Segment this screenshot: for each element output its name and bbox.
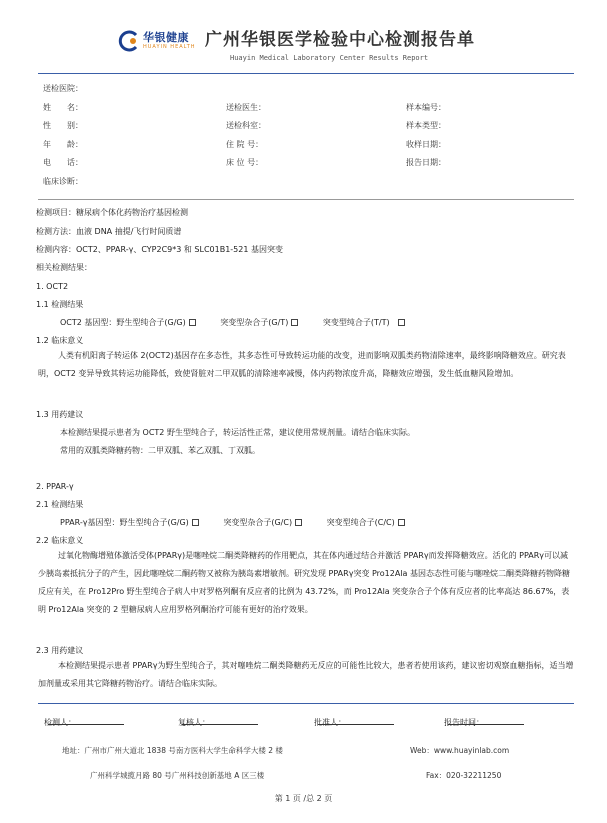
oct2-option-tt: 突变型纯合子(T/T) xyxy=(322,318,390,327)
oct2-common-drugs: 常用的双胍类降糖药物：二甲双胍、苯乙双胍、丁双胍。 xyxy=(60,446,260,455)
info-row-hospital xyxy=(43,80,573,99)
pparg-option-gc: 突变型杂合子(G/C) xyxy=(223,518,293,527)
section-oct2-title: 1. OCT2 xyxy=(36,282,69,291)
section-1-1-heading: 1.1 检测结果 xyxy=(36,300,84,309)
sample-id-label: 样本编号： xyxy=(406,102,446,112)
report-title-en: Huayin Medical Laboratory Center Results Report xyxy=(230,54,429,62)
section-1-2-heading: 1.2 临床意义 xyxy=(36,336,84,345)
doctor-label: 送检医生： xyxy=(226,102,266,112)
phone-label: 电 话： xyxy=(43,158,83,167)
report-title-cn: 广州华银医学检验中心检测报告单 xyxy=(205,30,475,50)
age-label: 年 龄： xyxy=(43,139,83,149)
pparg-clinical-text: 过氧化物酶增殖体激活受体(PPARγ)是噻唑烷二酮类降糖药的作用靶点，其在体内通过结合并激活 PPARγ而发挥降糖效应。活化的 PPARγ可以减少胰岛素抵抗分子的产生，因此噻唑烷二酮药物又被称为胰岛素增敏剂。研究发现 PPARγ突变 Pro12Ala 基因态态性可能与噻唑烷二酮类降糖药物降糖反应有关，在 Pro12Pro 野生型纯合子病人中对罗格列酮有反应者的比例为 43.72%，而 Pro12Ala 突变杂合子个体有反应者的比率高达 86.67%，表明 Pro12Ala 突变的 2 型糖尿病人应用罗格列酮治疗可能有更好的治疗效果。 xyxy=(38,551,570,614)
address-line-1: 地址：广州市广州大道北 1838 号南方医科大学生命科学大楼 2 楼 xyxy=(62,746,283,755)
gender-label: 性 别： xyxy=(43,121,83,130)
oct2-genotype-label: OCT2 基因型： xyxy=(60,318,117,327)
checkbox-icon xyxy=(189,319,196,326)
admission-no-label: 住 院 号： xyxy=(226,139,264,149)
test-item: 检测项目：糖尿病个体化药物治疗基因检测 xyxy=(36,208,188,217)
section-pparg-title: 2. PPAR-γ xyxy=(36,482,74,491)
signature-line xyxy=(318,717,394,725)
approver-label: 批准人： xyxy=(314,718,346,727)
checkbox-icon xyxy=(398,319,405,326)
pparg-genotype-label: PPAR-γ基因型： xyxy=(60,518,120,527)
signature-line xyxy=(48,717,124,725)
sample-type-label: 样本类型： xyxy=(406,121,446,130)
company-logo xyxy=(118,30,196,52)
oct2-option-gt: 突变型杂合子(G/T) xyxy=(220,318,289,327)
test-method: 检测方法：血液 DNA 抽提/飞行时间质谱 xyxy=(36,227,182,236)
bed-no-label: 床 位 号： xyxy=(226,158,264,167)
test-content: 检测内容：OCT2、PPAR-γ、CYP2C9*3 和 SLC01B1-521 基因突变 xyxy=(36,245,283,254)
report-time-label: 报告时间： xyxy=(444,718,484,727)
signature-line xyxy=(448,717,524,725)
reviewer-label: 复核人： xyxy=(178,718,210,727)
info-row xyxy=(43,117,573,136)
pparg-genotype-row xyxy=(60,517,405,528)
received-date-label: 收样日期： xyxy=(406,139,446,149)
patient-info xyxy=(43,80,573,191)
results-title: 相关检测结果： xyxy=(36,263,92,272)
info-divider xyxy=(38,199,574,200)
page-number: 第 1 页 /总 2 页 xyxy=(274,794,333,803)
checkbox-icon xyxy=(398,519,405,526)
department-label: 送检科室： xyxy=(226,121,266,130)
signature-line xyxy=(182,717,258,725)
section-2-2-heading: 2.2 临床意义 xyxy=(36,536,84,545)
info-row xyxy=(43,154,573,173)
address-line-2: 广州科学城揽月路 80 号广州科技创新基地 A 区三楼 xyxy=(90,771,265,780)
logo-en: HUAYIN HEALTH xyxy=(143,44,196,50)
hospital-label: 送检医院： xyxy=(43,84,83,93)
huayin-logo-icon xyxy=(118,30,140,52)
header-divider xyxy=(38,73,574,74)
checkbox-icon xyxy=(291,319,298,326)
checkbox-icon xyxy=(295,519,302,526)
pparg-option-gg: 野生型纯合子(G/G) xyxy=(119,518,189,527)
logo-cn: 华银健康 xyxy=(143,31,189,44)
diagnosis-label: 临床诊断： xyxy=(43,176,83,186)
section-2-1-heading: 2.1 检测结果 xyxy=(36,500,84,509)
section-1-3-heading: 1.3 用药建议 xyxy=(36,410,84,419)
info-row xyxy=(43,136,573,155)
body-divider xyxy=(38,703,574,704)
website: Web：www.huayinlab.com xyxy=(410,746,510,755)
oct2-clinical-text: 人类有机阳离子转运体 2(OCT2)基因存在多态性，其多态性可导致转运功能的改变，进而影响双胍类药物清除速率，最终影响降糖效应。研究表明，OCT2 变异导致其转运功能降低，致使肾脏对二甲双胍的清除速率减慢，体内药物浓度升高，降糖效应增强，发生低血糖风险增加。 xyxy=(38,351,566,378)
oct2-option-gg: 野生型纯合子(G/G) xyxy=(116,318,186,327)
pparg-recommendation: 本检测结果提示患者 PPARγ为野生型纯合子，其对噻唑烷二酮类降糖药无反应的可能性比较大，患者若使用该药，建议密切观察血糖指标，适当增加剂量或采用其它降糖药物治疗。请结合临床实际。 xyxy=(38,661,574,688)
signature-row xyxy=(44,717,574,733)
pparg-option-cc: 突变型纯合子(C/C) xyxy=(326,518,395,527)
info-row xyxy=(43,99,573,118)
section-2-3-heading: 2.3 用药建议 xyxy=(36,646,84,655)
tester-label: 检测人： xyxy=(44,718,76,727)
name-label: 姓 名： xyxy=(43,102,83,112)
info-row-diagnosis xyxy=(43,173,573,192)
fax: Fax：020-32211250 xyxy=(426,771,502,780)
report-date-label: 报告日期： xyxy=(406,158,446,167)
checkbox-icon xyxy=(192,519,199,526)
report-header xyxy=(0,0,607,72)
oct2-recommendation: 本检测结果提示患者为 OCT2 野生型纯合子，转运活性正常，建议使用常规剂量。请结合临床实际。 xyxy=(60,428,415,437)
oct2-genotype-row xyxy=(60,317,405,328)
